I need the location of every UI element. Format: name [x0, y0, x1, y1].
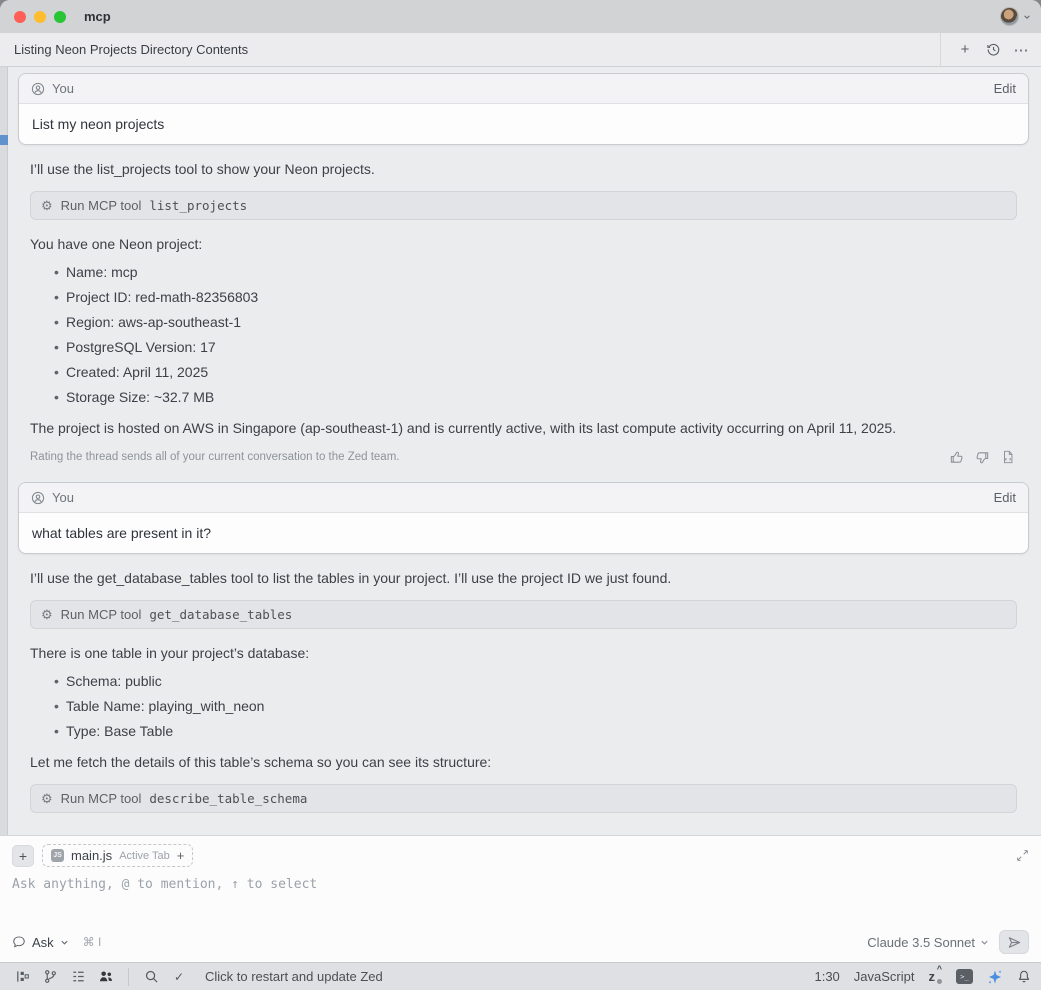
model-selector[interactable]: [867, 935, 989, 950]
active-tab-badge: Active Tab: [119, 849, 170, 862]
thumbs-up-icon: [949, 450, 964, 465]
edit-prediction-button[interactable]: z ^: [928, 964, 942, 984]
list-item: • Region: aws-ap-southeast-1: [30, 310, 1017, 335]
zeta-icon: z: [928, 969, 935, 984]
tool-call-prefix: Run MCP tool: [60, 607, 142, 622]
chevron-down-icon[interactable]: [1023, 13, 1031, 21]
tool-call-name: describe_table_schema: [149, 791, 308, 806]
outline-icon: [71, 969, 86, 984]
add-context-button[interactable]: [12, 845, 34, 867]
zoom-window-button[interactable]: [54, 11, 66, 23]
assistant-panel-button[interactable]: [987, 969, 1003, 985]
list-item: • Type: Base Table: [30, 719, 1017, 744]
plus-icon: +: [176, 848, 185, 863]
context-chip-main-js[interactable]: [42, 844, 193, 867]
terminal-icon: >_: [960, 972, 969, 981]
diagnostics-button[interactable]: [167, 966, 191, 988]
agent-panel: [0, 67, 1041, 835]
git-panel-button[interactable]: [38, 966, 62, 988]
outline-panel-button[interactable]: [66, 966, 90, 988]
bell-icon: [1017, 969, 1031, 984]
dock-accent-mark: [0, 135, 8, 145]
search-icon: [144, 969, 159, 984]
javascript-file-icon: JS: [51, 849, 64, 862]
notifications-button[interactable]: [1017, 969, 1031, 984]
thumbs-up-button[interactable]: [947, 448, 965, 466]
plus-icon: +: [18, 847, 28, 864]
gear-icon: ⚙: [41, 198, 53, 213]
list-item: • Name: mcp: [30, 260, 1017, 285]
chevron-down-icon: [60, 938, 69, 947]
minimize-window-button[interactable]: [34, 11, 46, 23]
list-item: • Created: April 11, 2025: [30, 360, 1017, 385]
edit-message-button[interactable]: Edit: [993, 81, 1016, 96]
rating-note: Rating the thread sends all of your current conversation to the Zed team.: [30, 451, 400, 463]
expand-composer-button[interactable]: [1016, 849, 1029, 862]
check-icon: ✓: [173, 969, 185, 984]
status-bar: [0, 962, 1041, 990]
model-label: Claude 3.5 Sonnet: [867, 934, 975, 950]
user-avatar[interactable]: [1000, 7, 1019, 26]
chat-bubble-icon: [12, 935, 26, 949]
tool-call-prefix: Run MCP tool: [60, 198, 142, 213]
thumbs-down-button[interactable]: [973, 448, 991, 466]
git-branch-icon: [43, 969, 58, 984]
author-label: You: [52, 81, 74, 96]
traffic-lights: [14, 11, 66, 23]
mode-label: Ask: [32, 934, 54, 950]
project-panel-icon: [15, 969, 30, 984]
language-selector[interactable]: JavaScript: [853, 969, 915, 984]
agent-mode-selector[interactable]: [12, 935, 101, 950]
list-item: • Storage Size: ~32.7 MB: [30, 385, 1017, 410]
search-button[interactable]: [139, 966, 163, 988]
user-message-header: [19, 74, 1028, 104]
thread-scroll-area[interactable]: [8, 67, 1041, 835]
user-message-text: List my neon projects: [32, 116, 165, 132]
list-item: • Table Name: playing_with_neon: [30, 694, 1017, 719]
file-icon: [1001, 450, 1015, 464]
chevron-down-icon: [980, 938, 989, 947]
update-zed-button[interactable]: Click to restart and update Zed: [205, 969, 383, 984]
tool-call-name: get_database_tables: [149, 607, 293, 622]
assistant-text: You have one Neon project:: [30, 236, 203, 252]
send-message-button[interactable]: [999, 930, 1029, 954]
context-file-name: main.js: [71, 848, 113, 863]
plus-icon: +: [960, 41, 970, 58]
keyboard-shortcut: ⌘ I: [82, 935, 102, 949]
collab-panel-button[interactable]: [94, 966, 118, 988]
mcp-tool-call[interactable]: [30, 600, 1017, 629]
expand-icon: [1016, 849, 1029, 862]
tool-call-name: list_projects: [149, 198, 248, 213]
message-input[interactable]: [12, 877, 1029, 923]
divider: [128, 968, 129, 986]
list-item: • Schema: public: [30, 669, 1017, 694]
person-icon: [31, 82, 45, 96]
person-icon: [31, 491, 45, 505]
window-title: mcp: [84, 9, 111, 24]
user-message-text: what tables are present in it?: [32, 525, 211, 541]
project-details-list: [30, 260, 1017, 410]
gear-icon: ⚙: [41, 791, 53, 806]
title-bar: [0, 0, 1041, 33]
mcp-tool-call[interactable]: [30, 784, 1017, 813]
cursor-position[interactable]: 1:30: [814, 969, 840, 984]
edit-message-button[interactable]: Edit: [993, 490, 1016, 505]
assistant-text: There is one table in your project’s database:: [30, 645, 310, 661]
feedback-row: [30, 448, 1017, 466]
user-message-card: [18, 482, 1029, 554]
send-icon: [1007, 935, 1022, 950]
status-dot: [937, 979, 942, 984]
left-dock-edge[interactable]: [0, 67, 8, 835]
assistant-text: Let me fetch the details of this table’s schema so you can see its structure:: [30, 754, 492, 770]
open-thread-as-markdown-button[interactable]: [999, 448, 1017, 466]
more-options-button[interactable]: [1009, 38, 1033, 62]
divider: [940, 33, 941, 67]
list-item: • Project ID: red-math-82356803: [30, 285, 1017, 310]
table-details-list: [30, 669, 1017, 744]
assistant-text: I’ll use the get_database_tables tool to list the tables in your project. I’ll use the project ID we just found.: [30, 570, 672, 586]
thread-header: [0, 33, 1041, 67]
mcp-tool-call[interactable]: [30, 191, 1017, 220]
thread-title: Listing Neon Projects Directory Contents: [14, 42, 249, 57]
assistant-text: The project is hosted on AWS in Singapore (ap-southeast-1) and is currently active, with its last compute activity occurring on April 11, 2025.: [30, 420, 897, 436]
tool-call-prefix: Run MCP tool: [60, 791, 142, 806]
project-panel-button[interactable]: [10, 966, 34, 988]
assistant-text: I’ll use the list_projects tool to show your Neon projects.: [30, 161, 375, 177]
user-message-card: [18, 73, 1029, 145]
message-composer: [0, 835, 1041, 962]
gear-icon: ⚙: [41, 607, 53, 622]
thumbs-down-icon: [975, 450, 990, 465]
close-window-button[interactable]: [14, 11, 26, 23]
ai-sparkle-icon: [987, 969, 1003, 985]
author-label: You: [52, 490, 74, 505]
new-thread-button[interactable]: [953, 38, 977, 62]
terminal-panel-button[interactable]: [956, 969, 973, 984]
thread-history-button[interactable]: [981, 38, 1005, 62]
user-message-header: [19, 483, 1028, 513]
list-item: • PostgreSQL Version: 17: [30, 335, 1017, 360]
people-icon: [98, 969, 114, 984]
history-icon: [986, 42, 1001, 57]
ellipsis-icon: ⋯: [1013, 41, 1029, 59]
